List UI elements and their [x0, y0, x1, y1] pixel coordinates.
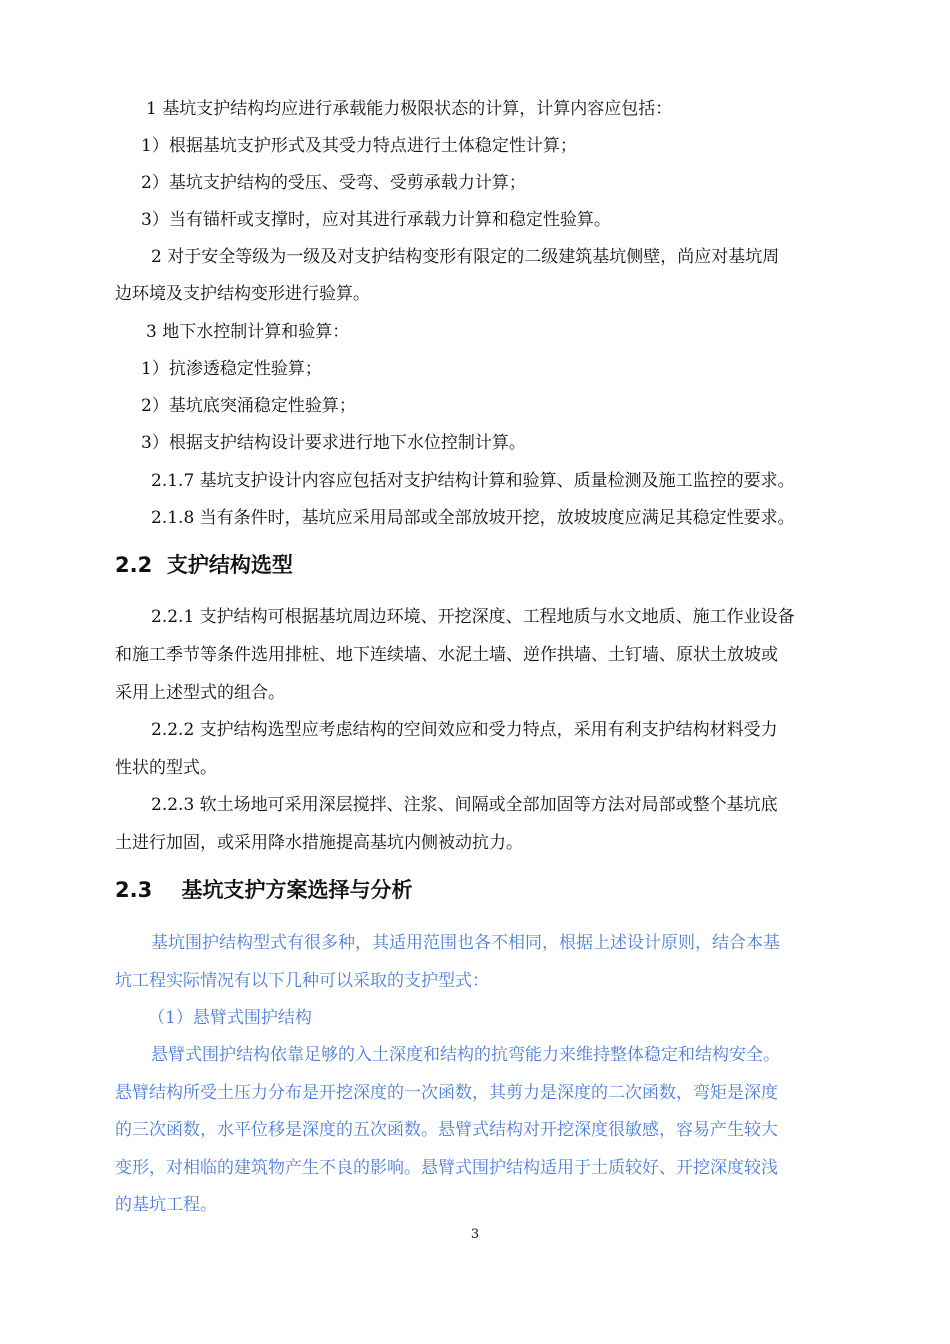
section-2-3-intro-line-2: 坑工程实际情况有以下几种可以采取的支护型式： — [115, 971, 489, 991]
item-1-3-line: 3）当有锚杆或支撑时，应对其进行承载力计算和稳定性验算。 — [141, 210, 611, 230]
clause-2-2-2-line-1: 2.2.2 支护结构选型应考虑结构的空间效应和受力特点，采用有利支护结构材料受力 — [151, 720, 778, 740]
subsection-cantilever-title: （1）悬臂式围护结构 — [148, 1008, 312, 1028]
section-2-2-heading — [115, 551, 293, 579]
item-1-1-line: 1）根据基坑支护形式及其受力特点进行土体稳定性计算； — [141, 136, 577, 156]
cantilever-para-line-3: 的三次函数，水平位移是深度的五次函数。悬臂式结构对开挖深度很敏感，容易产生较大 — [115, 1120, 778, 1140]
item-3-line: 3 地下水控制计算和验算： — [146, 322, 350, 342]
cantilever-para-line-2: 悬臂结构所受土压力分布是开挖深度的一次函数，其剪力是深度的二次函数，弯矩是深度 — [115, 1083, 778, 1103]
clause-2-1-7: 2.1.7 基坑支护设计内容应包括对支护结构计算和验算、质量检测及施工监控的要求。 — [151, 471, 795, 491]
clause-2-2-3-line-1: 2.2.3 软土场地可采用深层搅拌、注浆、间隔或全部加固等方法对局部或整个基坑底 — [151, 795, 778, 815]
section-2-3-number: 2.3 — [115, 878, 153, 902]
clause-2-1-8: 2.1.8 当有条件时，基坑应采用局部或全部放坡开挖，放坡坡度应满足其稳定性要求。 — [151, 508, 795, 528]
clause-2-2-1-line-1: 2.2.1 支护结构可根据基坑周边环境、开挖深度、工程地质与水文地质、施工作业设备 — [151, 607, 795, 627]
clause-2-2-3-line-2: 土进行加固，或采用降水措施提高基坑内侧被动抗力。 — [115, 833, 523, 853]
item-3-2-line: 2）基坑底突涌稳定性验算； — [141, 396, 356, 416]
clause-2-2-1-line-2: 和施工季节等条件选用排桩、地下连续墙、水泥土墙、逆作拱墙、土钉墙、原状土放坡或 — [115, 645, 778, 665]
cantilever-para-line-1: 悬臂式围护结构依靠足够的入土深度和结构的抗弯能力来维持整体稳定和结构安全。 — [151, 1045, 780, 1065]
section-2-2-number: 2.2 — [115, 553, 153, 577]
section-2-3-intro-line-1: 基坑围护结构型式有很多种，其适用范围也各不相同，根据上述设计原则，结合本基 — [151, 933, 780, 953]
cantilever-para-line-5: 的基坑工程。 — [115, 1195, 217, 1215]
section-2-3-title: 基坑支护方案选择与分析 — [181, 878, 413, 902]
section-2-2-title: 支护结构选型 — [166, 553, 293, 577]
clause-2-2-1-line-3: 采用上述型式的组合。 — [115, 683, 285, 703]
item-2-line-1: 2 对于安全等级为一级及对支护结构变形有限定的二级建筑基坑侧壁，尚应对基坑周 — [151, 247, 780, 267]
item-3-1-line: 1）抗渗透稳定性验算； — [141, 359, 322, 379]
item-1-2-line: 2）基坑支护结构的受压、受弯、受剪承载力计算； — [141, 173, 526, 193]
clause-2-2-2-line-2: 性状的型式。 — [115, 758, 217, 778]
item-2-line-2: 边环境及支护结构变形进行验算。 — [115, 284, 370, 304]
cantilever-para-line-4: 变形，对相临的建筑物产生不良的影响。悬臂式围护结构适用于土质较好、开挖深度较浅 — [115, 1158, 778, 1178]
item-3-3-line: 3）根据支护结构设计要求进行地下水位控制计算。 — [141, 433, 526, 453]
item-1-line: 1 基坑支护结构均应进行承载能力极限状态的计算，计算内容应包括： — [146, 99, 673, 119]
section-2-3-heading — [115, 876, 412, 904]
page-number: 3 — [470, 1227, 480, 1242]
